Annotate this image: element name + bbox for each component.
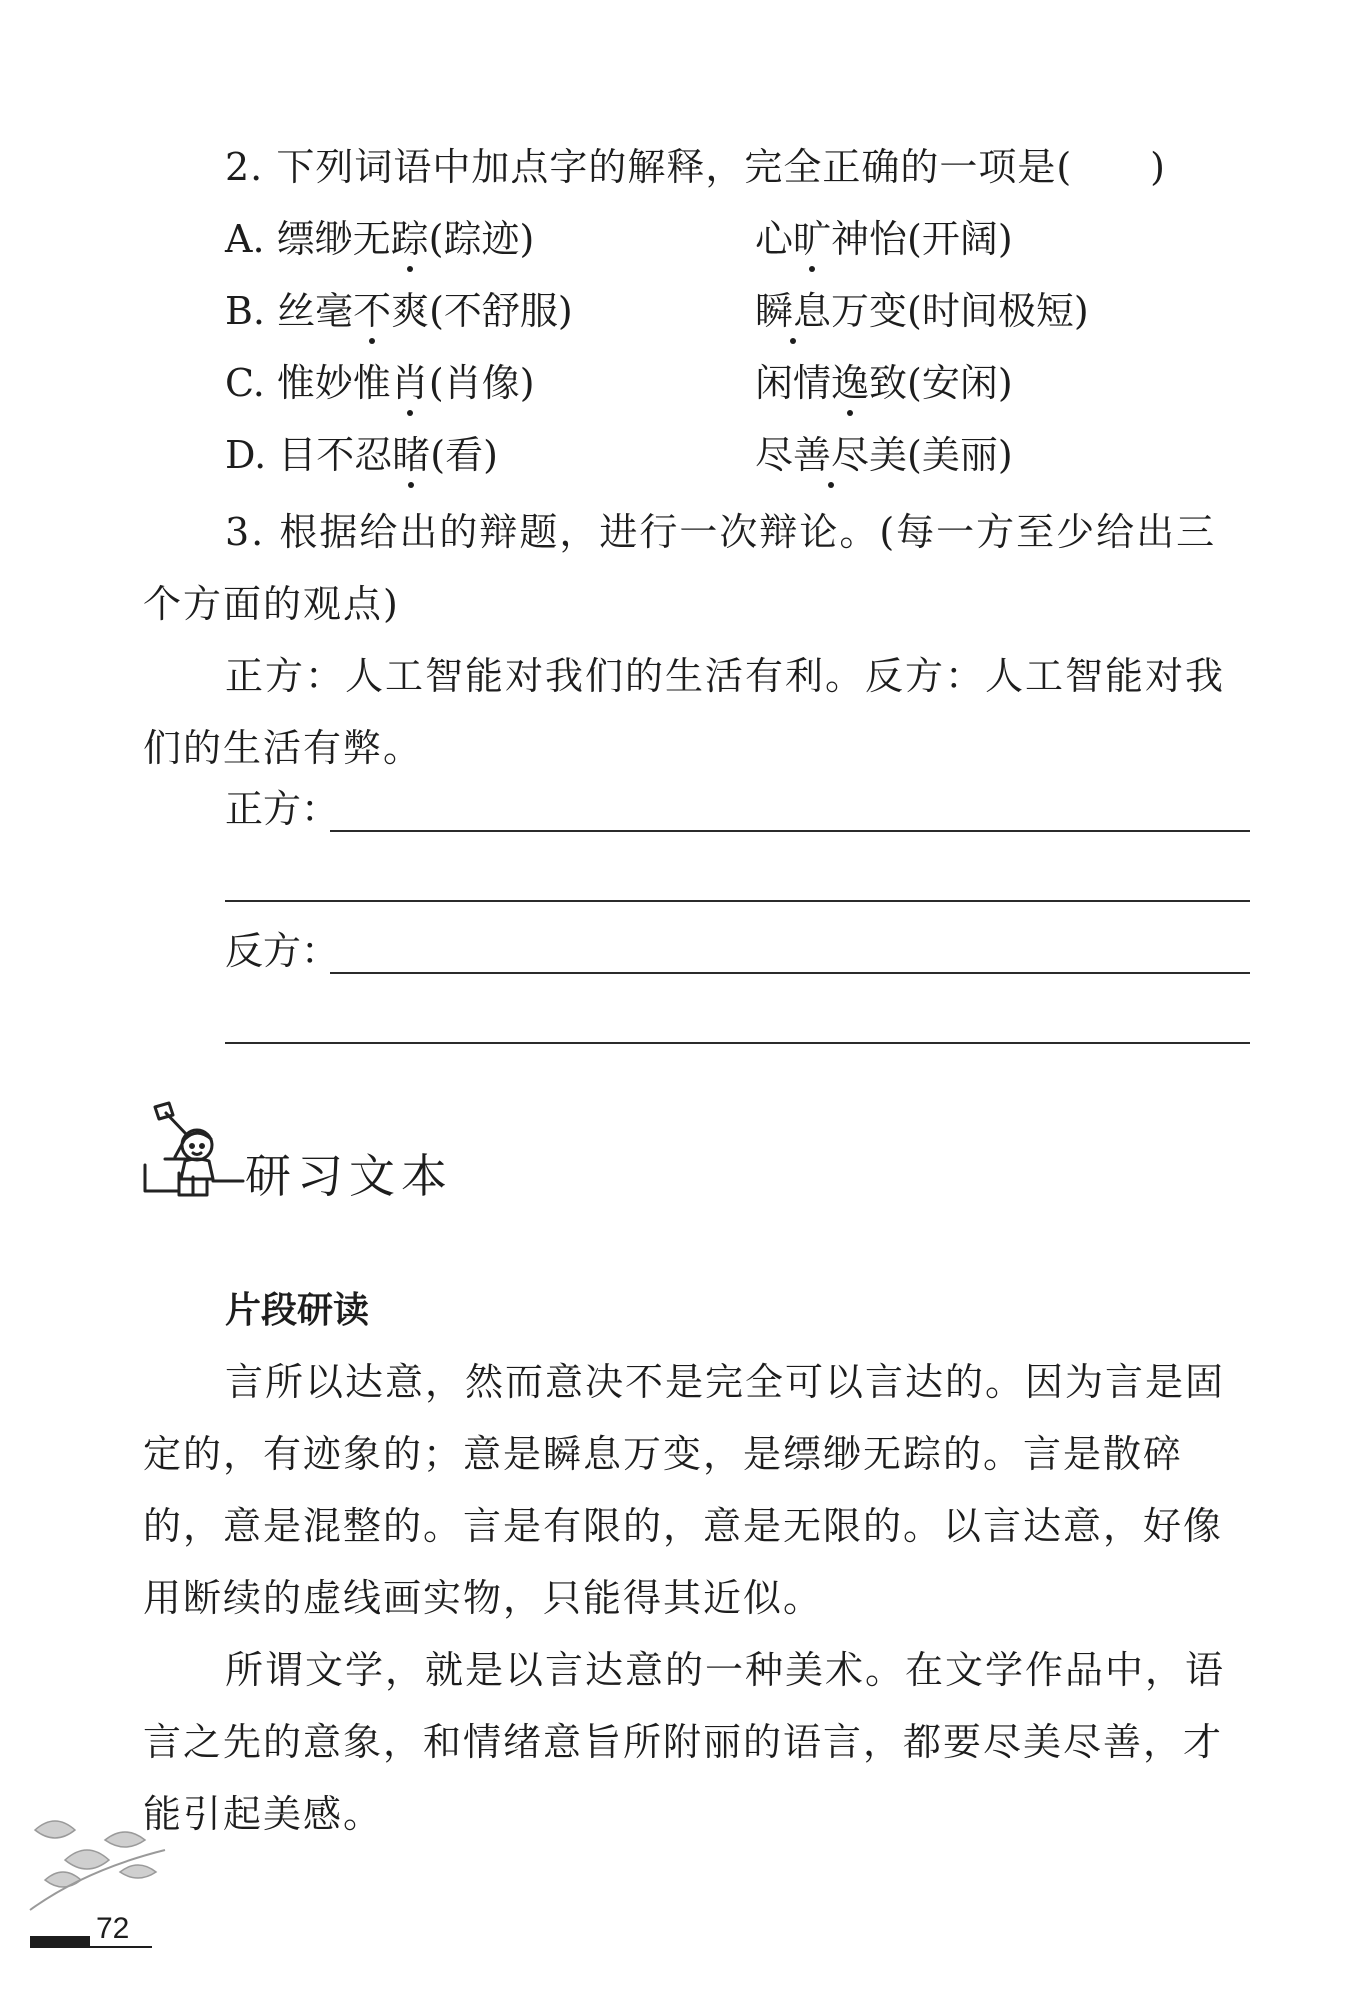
dotted-char: 毫不爽 — [315, 286, 429, 336]
passage-paragraph-2: 所谓文学，就是以言达意的一种美术。在文学作品中，语言之先的意象，和情绪意旨所附丽的语言，都要尽美尽善，才能引起美感。 — [143, 1648, 1226, 1836]
passage-paragraph-1: 言所以达意，然而意决不是完全可以言达的。因为言是固定的，有迹象的；意是瞬息万变，是缥缈无踪的。言是散碎的，意是混整的。言是有限的，意是无限的。以言达意，好像用断续的虚线画实物，只能得其近似。 — [143, 1360, 1226, 1620]
con-label: 反方： — [225, 929, 340, 973]
page-footer-rule — [30, 1946, 152, 1948]
option-c-right — [755, 358, 1013, 408]
pro-label: 正方： — [225, 787, 340, 831]
study-child-icon — [135, 1095, 245, 1205]
pro-answer-line-2[interactable] — [225, 900, 1250, 902]
text: 万变(时间极短) — [831, 289, 1089, 333]
text: 神怡(开阔) — [831, 217, 1013, 261]
text: C. 惟妙惟 — [225, 361, 391, 405]
option-d-left — [225, 430, 498, 480]
debate-topic: 正方：人工智能对我们的生活有利。反方：人工智能对我们的生活有弊。 — [143, 654, 1226, 770]
text: 闲情 — [755, 361, 832, 405]
text: A. 缥缈无 — [225, 217, 391, 261]
text: (肖像) — [428, 361, 535, 405]
text: (看) — [430, 433, 498, 477]
dotted-char: 踪 — [391, 214, 429, 264]
section-title: 研习文本 — [245, 1149, 453, 1203]
text: 心 — [755, 217, 794, 261]
subheading: 片段研读 — [225, 1290, 370, 1331]
text: (不舒服) — [429, 289, 573, 333]
dotted-char: 旷 — [793, 214, 831, 264]
option-a-right — [755, 214, 1013, 264]
option-b-right — [755, 286, 1089, 336]
question-2-stem: 2. 下列词语中加点字的解释，完全正确的一项是( ) — [225, 145, 1166, 189]
dotted-char: 逸 — [831, 358, 869, 408]
option-d-right — [755, 430, 1013, 480]
option-c-left — [225, 358, 535, 408]
text: 美(美丽) — [869, 433, 1013, 477]
con-answer-line-1[interactable] — [330, 972, 1250, 974]
text: 致(安闲) — [869, 361, 1013, 405]
dotted-char: 瞬息 — [755, 286, 831, 336]
text: 尽 — [755, 433, 794, 477]
dotted-char: 睹 — [392, 430, 430, 480]
option-a-left — [225, 214, 534, 264]
text: B. 丝 — [225, 289, 316, 333]
page-number: 72 — [96, 1912, 130, 1945]
text: (踪迹) — [428, 217, 535, 261]
option-b-left — [225, 286, 573, 336]
dotted-char: 肖 — [391, 358, 429, 408]
leaf-decoration-icon — [25, 1810, 175, 1920]
con-answer-line-2[interactable] — [225, 1042, 1250, 1044]
question-3-stem: 3. 根据给出的辩题，进行一次辩论。(每一方至少给出三个方面的观点) — [143, 510, 1217, 626]
dotted-char: 善尽 — [793, 430, 869, 480]
pro-answer-line-1[interactable] — [330, 830, 1250, 832]
page-number-bar — [30, 1936, 90, 1946]
text: D. 目不忍 — [225, 433, 393, 477]
